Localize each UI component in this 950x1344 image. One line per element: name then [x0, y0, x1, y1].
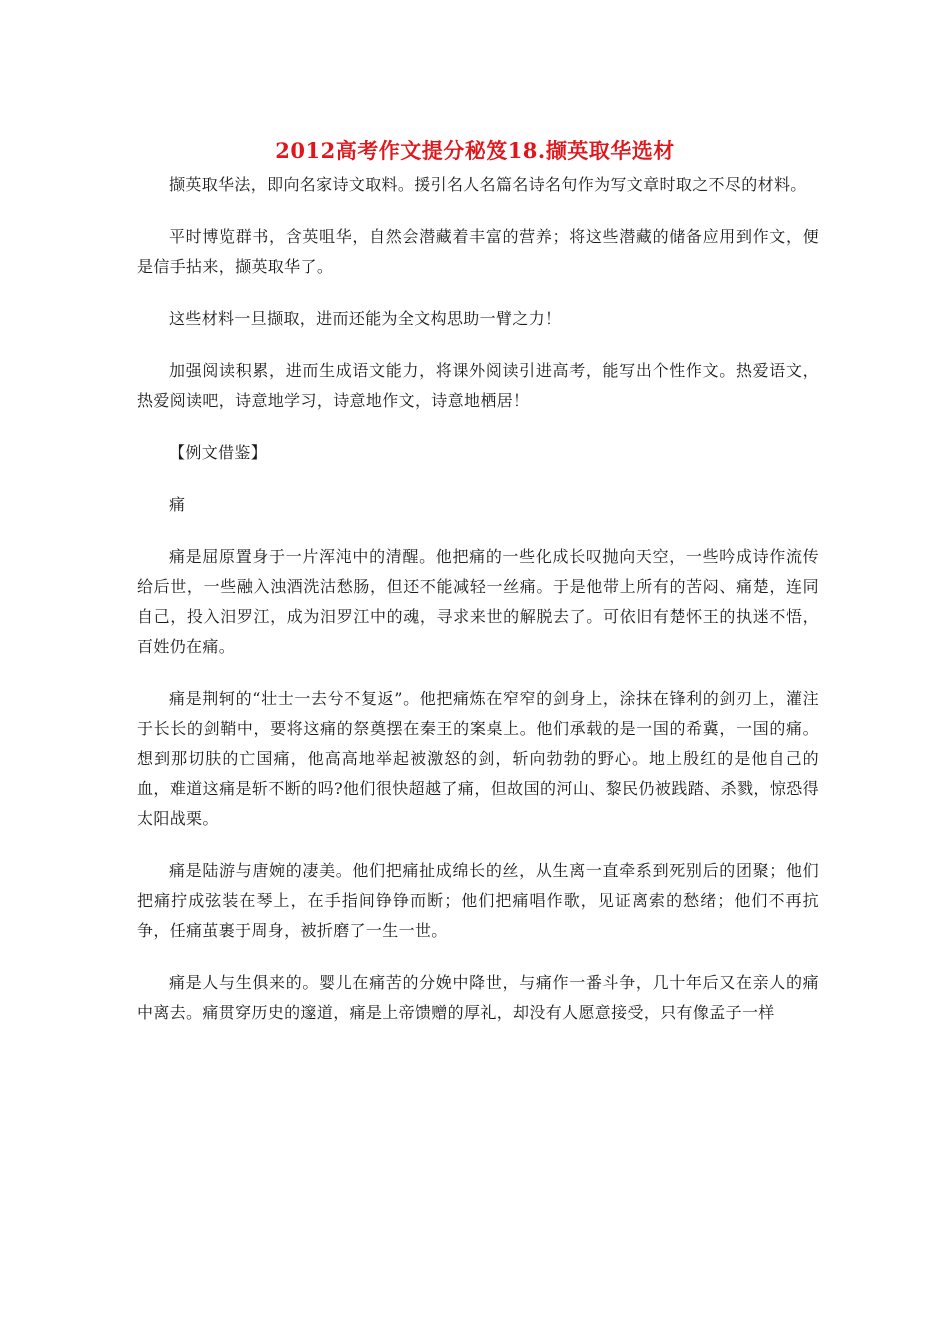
essay-paragraph-jingke: 痛是荆轲的“壮士一去兮不复返”。他把痛炼在窄窄的剑身上，涂抹在锋利的剑刃上，灌注于长长的剑鞘中，要将这痛的祭奠摆在秦王的案桌上。他们承载的是一国的希冀，一国的痛。想到那切肤的亡国痛，他高高地举起被激怒的剑，斩向勃勃的野心。地上殷红的是他自己的血，难道这痛是斩不断的吗?他们很快超越了痛，但故国的河山、黎民仍被践踏、杀戮，惊恐得太阳战栗。	[137, 689, 819, 828]
document-title: 2012高考作文提分秘笈18.撷英取华选材	[275, 138, 675, 164]
document-body	[137, 170, 819, 1050]
essay-paragraph-quyuan: 痛是屈原置身于一片浑沌中的清醒。他把痛的一些化成长叹抛向天空，一些吟成诗作流传给后世，一些融入浊酒洗沽愁肠，但还不能减轻一丝痛。于是他带上所有的苦闷、痛楚，连同自己，投入汨罗江，成为汨罗江中的魂，寻求来世的解脱去了。可依旧有楚怀王的执迷不悟，百姓仍在痛。	[137, 547, 819, 656]
example-heading: 【例文借鉴】	[169, 443, 268, 462]
essay-paragraph-luyou: 痛是陆游与唐婉的凄美。他们把痛扯成绵长的丝，从生离一直牵系到死别后的团聚；他们把痛拧成弦装在琴上，在手指间铮铮而断；他们把痛唱作歌，见证离索的愁绪；他们不再抗争，任痛茧裹于周身，被折磨了一生一世。	[137, 861, 819, 940]
reading-paragraph: 平时博览群书，含英咀华，自然会潜藏着丰富的营养；将这些潜藏的储备应用到作文，便是信手拈来，撷英取华了。	[137, 227, 819, 276]
intro-paragraph: 撷英取华法，即向名家诗文取料。援引名人名篇名诗名句作为写文章时取之不尽的材料。	[169, 175, 807, 194]
essay-paragraph-human: 痛是人与生俱来的。婴儿在痛苦的分娩中降世，与痛作一番斗争，几十年后又在亲人的痛中离去。痛贯穿历史的邃道，痛是上帝馈赠的厚礼，却没有人愿意接受，只有像孟子一样	[137, 973, 819, 1022]
essay-title: 痛	[169, 495, 186, 514]
practice-paragraph: 加强阅读积累，进而生成语文能力，将课外阅读引进高考，能写出个性作文。热爱语文，热爱阅读吧，诗意地学习，诗意地作文，诗意地栖居！	[137, 361, 819, 410]
material-paragraph: 这些材料一旦撷取，进而还能为全文构思助一臂之力！	[169, 309, 562, 328]
